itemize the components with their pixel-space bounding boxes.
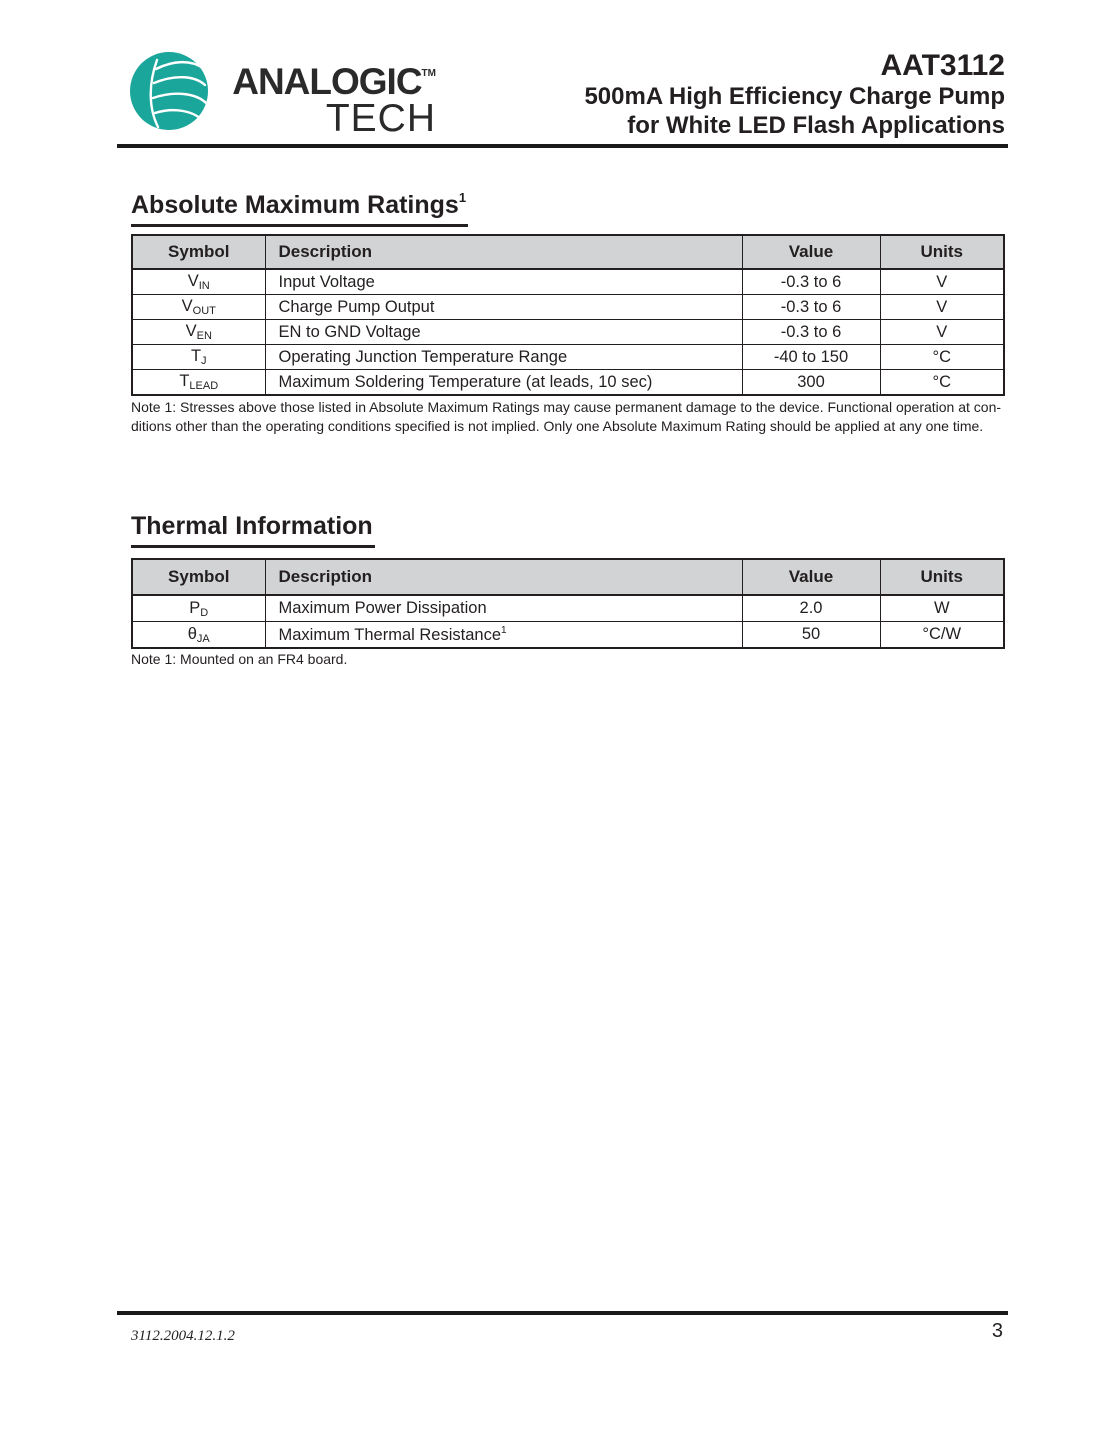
heading-footnote-marker: 1 — [458, 190, 467, 205]
symbol-cell: $V_{EN}$ — [132, 320, 265, 345]
table-row — [132, 622, 1004, 649]
column-header-description: Description — [265, 235, 742, 269]
page-number: 3 — [991, 1320, 1003, 1342]
column-header-units: Units — [880, 559, 1004, 595]
table-row — [132, 345, 1004, 370]
cell-footnote-marker: 1 — [501, 624, 507, 636]
column-header-value: Value — [742, 235, 880, 269]
column-header-description: Description — [265, 559, 742, 595]
table-header-row — [132, 235, 1004, 269]
description-cell: Maximum Power Dissipation — [265, 595, 742, 622]
value-cell: -0.3 to 6 — [742, 295, 880, 320]
table-row — [132, 295, 1004, 320]
description-cell: Maximum Thermal Resistance$^1$ — [265, 622, 742, 649]
footnote-line: Note 1: Mounted on an FR4 board. — [131, 651, 348, 667]
abs-max-footnote — [131, 398, 1031, 436]
units-cell: V — [880, 295, 1004, 320]
header-rule — [117, 144, 1008, 148]
value-cell: 300 — [742, 370, 880, 396]
table-row — [132, 320, 1004, 345]
symbol-cell: $\theta_{JA}$ — [132, 622, 265, 649]
value-cell: 2.0 — [742, 595, 880, 622]
abs-max-section-heading: Absolute Maximum Ratings$^1$ — [131, 190, 468, 227]
units-cell: °C — [880, 345, 1004, 370]
description-cell: EN to GND Voltage — [265, 320, 742, 345]
units-cell: °C — [880, 370, 1004, 396]
footnote-line: Note 1: Stresses above those listed in Absolute Maximum Ratings may cause permanent damage to the device. Functional operation at con- — [131, 399, 1002, 415]
document-code: 3112.2004.12.1.2 — [131, 1328, 235, 1344]
wordmark-analogic: ANALOGIC™ — [232, 61, 436, 102]
description-cell: Operating Junction Temperature Range — [265, 345, 742, 370]
column-header-units: Units — [880, 235, 1004, 269]
column-header-symbol: Symbol — [132, 559, 265, 595]
abs-max-table — [131, 234, 1005, 396]
document-title-block — [584, 49, 1005, 140]
thermal-table — [131, 558, 1005, 649]
value-cell: -0.3 to 6 — [742, 269, 880, 295]
subtitle-line-2: for White LED Flash Applications — [627, 112, 1005, 139]
table-row — [132, 370, 1004, 396]
subtitle-line-1: 500mA High Efficiency Charge Pump — [584, 83, 1005, 110]
analogictech-wordmark — [214, 56, 436, 138]
thermal-section-heading: Thermal Information — [131, 512, 375, 548]
symbol-cell: $T_{LEAD}$ — [132, 370, 265, 396]
table-row — [132, 595, 1004, 622]
description-cell: Maximum Soldering Temperature (at leads, 10 sec) — [265, 370, 742, 396]
description-cell: Input Voltage — [265, 269, 742, 295]
value-cell: -40 to 150 — [742, 345, 880, 370]
column-header-value: Value — [742, 559, 880, 595]
symbol-cell: $V_{IN}$ — [132, 269, 265, 295]
column-header-symbol: Symbol — [132, 235, 265, 269]
symbol-cell: $V_{OUT}$ — [132, 295, 265, 320]
analogictech-logo-mark — [130, 52, 208, 130]
symbol-cell: $T_J$ — [132, 345, 265, 370]
table-header-row — [132, 559, 1004, 595]
units-cell: V — [880, 269, 1004, 295]
trademark-symbol: TM — [421, 68, 436, 79]
footer-rule — [117, 1311, 1008, 1315]
value-cell: -0.3 to 6 — [742, 320, 880, 345]
units-cell: W — [880, 595, 1004, 622]
table-row — [132, 269, 1004, 295]
description-cell: Charge Pump Output — [265, 295, 742, 320]
thermal-footnote — [131, 650, 1031, 669]
units-cell: V — [880, 320, 1004, 345]
part-number: AAT3112 — [880, 49, 1005, 82]
wordmark-tech: TECH — [325, 97, 436, 140]
units-cell: °C/W — [880, 622, 1004, 649]
symbol-cell: $P_D$ — [132, 595, 265, 622]
value-cell: 50 — [742, 622, 880, 649]
footnote-line: ditions other than the operating conditions specified is not implied. Only one Absolute Maximum Rating should be applied at any one time. — [131, 418, 984, 434]
